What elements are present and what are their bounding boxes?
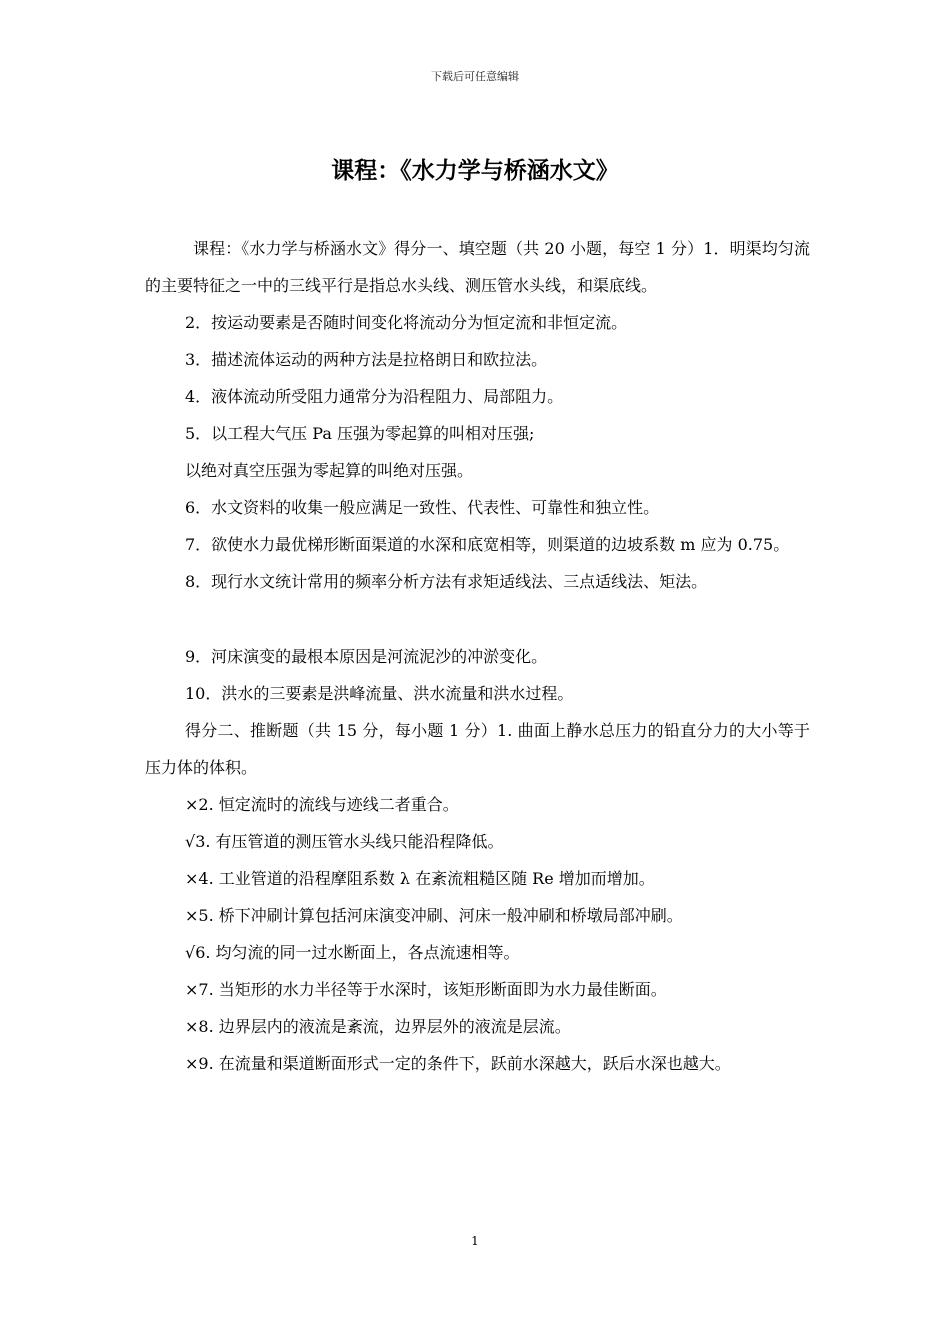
paragraph-item-6: 6．水文资料的收集一般应满足一致性、代表性、可靠性和独立性。	[185, 498, 660, 517]
paragraph-item-7: 7．欲使水力最优梯形断面渠道的水深和底宽相等，则渠道的边坡系数 m 应为 0.75。	[185, 535, 790, 554]
paragraph-item-4: 4．液体流动所受阻力通常分为沿程阻力、局部阻力。	[185, 387, 564, 406]
paragraph-judge-3: √3. 有压管道的测压管水头线只能沿程降低。	[185, 832, 504, 851]
paragraph-judge-5: ×5. 桥下冲刷计算包括河床演变冲刷、河床一般冲刷和桥墩局部冲刷。	[185, 906, 683, 925]
paragraph-section-2: 得分二、推断题（共 15 分，每小题 1 分）1. 曲面上静水总压力的铅直分力的大小等于压力体的体积。	[145, 721, 810, 777]
paragraph-item-9: 9．河床演变的最根本原因是河流泥沙的冲淤变化。	[185, 647, 548, 666]
page-number: 1	[471, 1234, 479, 1248]
document-title: 课程：《水力学与桥涵水文》	[331, 158, 619, 184]
paragraph-judge-4: ×4. 工业管道的沿程摩阻系数 λ 在紊流粗糙区随 Re 增加而增加。	[185, 869, 655, 888]
paragraph-judge-2: ×2. 恒定流时的流线与迹线二者重合。	[185, 795, 459, 814]
paragraph-item-8: 8．现行水文统计常用的频率分析方法有求矩适线法、三点适线法、矩法。	[185, 572, 708, 591]
paragraph-judge-9: ×9. 在流量和渠道断面形式一定的条件下，跃前水深越大，跃后水深也越大。	[185, 1054, 731, 1073]
paragraph-item-2: 2．按运动要素是否随时间变化将流动分为恒定流和非恒定流。	[185, 313, 628, 332]
paragraph-item-3: 3．描述流体运动的两种方法是拉格朗日和欧拉法。	[185, 350, 548, 369]
paragraph-item-5-cont: 以绝对真空压强为零起算的叫绝对压强。	[185, 461, 474, 480]
paragraph-judge-7: ×7. 当矩形的水力半径等于水深时，该矩形断面即为水力最佳断面。	[185, 980, 667, 999]
paragraph-item-5: 5．以工程大气压 Pa 压强为零起算的叫相对压强;	[185, 424, 535, 443]
document-body	[145, 230, 810, 1082]
paragraph-judge-8: ×8. 边界层内的液流是紊流，边界层外的液流是层流。	[185, 1017, 571, 1036]
paragraph-intro: 课程：《水力学与桥涵水文》得分一、填空题（共 20 小题，每空 1 分）1．明渠均匀流的主要特征之一中的三线平行是指总水头线、测压管水头线，和渠底线。	[145, 239, 810, 295]
paragraph-judge-6: √6. 均匀流的同一过水断面上，各点流速相等。	[185, 943, 520, 962]
page-header: 下载后可任意编辑	[431, 70, 519, 83]
paragraph-item-10: 10．洪水的三要素是洪峰流量、洪水流量和洪水过程。	[185, 684, 574, 703]
blank-line	[145, 600, 810, 638]
